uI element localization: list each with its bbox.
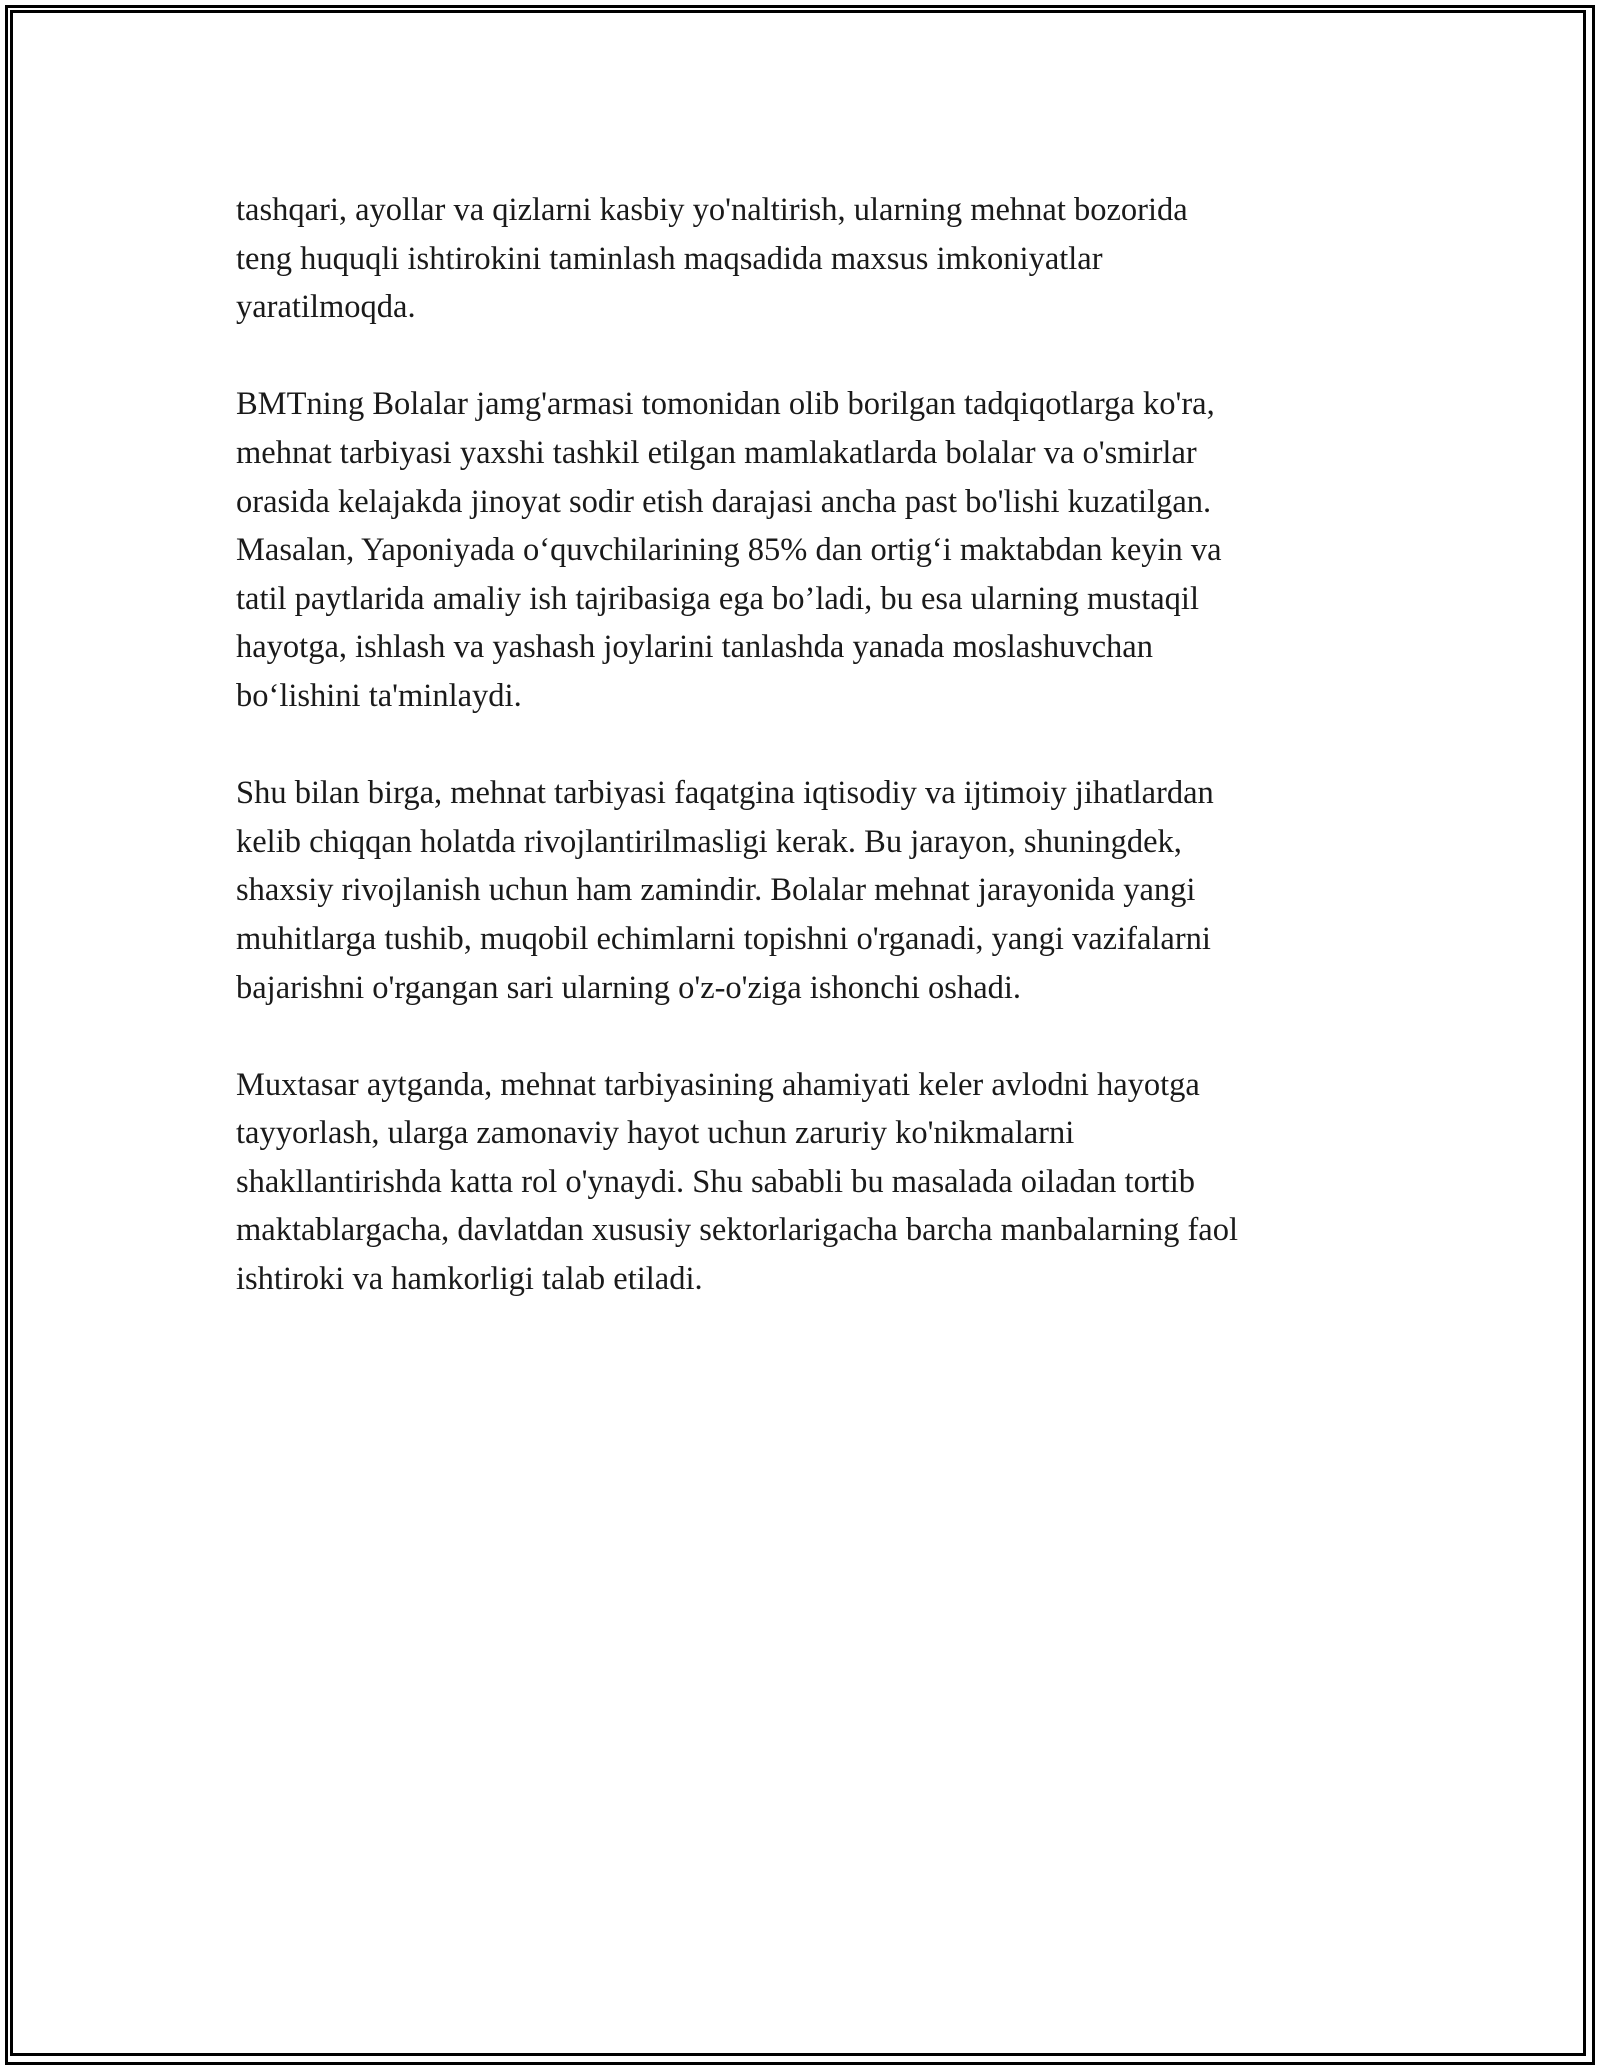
text-line: kelib chiqqan holatda rivojlantirilmasligi kerak. Bu jarayon, shuningdek, (236, 823, 1182, 860)
text-line: shaxsiy rivojlanish uchun ham zamindir. Bolalar mehnat jarayonida yangi (236, 872, 1196, 909)
document-body (236, 186, 1386, 1352)
paragraph-2 (236, 380, 1386, 720)
text-line: maktablargacha, davlatdan xususiy sektorlarigacha barcha manbalarning faol (236, 1212, 1238, 1249)
text-line: tashqari, ayollar va qizlarni kasbiy yo'naltirish, ularning mehnat bozorida (236, 192, 1188, 228)
text-line: BMTning Bolalar jamg'armasi tomonidan olib borilgan tadqiqotlarga ko'ra, (236, 386, 1215, 423)
text-line: yaratilmoqda. (236, 289, 416, 326)
text-line: shakllantirishda katta rol o'ynaydi. Shu sababli bu masalada oiladan tortib (236, 1163, 1195, 1200)
paragraph-3 (236, 769, 1386, 1012)
text-line: muhitlarga tushib, muqobil echimlarni topishni o'rganadi, yangi vazifalarni (236, 920, 1211, 957)
text-line: Masalan, Yaponiyada o‘quvchilarining 85% dan ortig‘i maktabdan keyin va (236, 532, 1222, 569)
text-line: tayyorlash, ularga zamonaviy hayot uchun zaruriy ko'nikmalarni (236, 1115, 1075, 1152)
text-line: ishtiroki va hamkorligi talab etiladi. (236, 1261, 703, 1298)
text-line: mehnat tarbiyasi yaxshi tashkil etilgan mamlakatlarda bolalar va o'smirlar (236, 434, 1197, 471)
text-line: bajarishni o'rgangan sari ularning o'z-o'ziga ishonchi oshadi. (236, 969, 1022, 1006)
text-line: Shu bilan birga, mehnat tarbiyasi faqatgina iqtisodiy va ijtimoiy jihatlardan (236, 775, 1214, 812)
text-line: teng huquqli ishtirokini taminlash maqsadida maxsus imkoniyatlar (236, 240, 1103, 277)
paragraph-1 (236, 186, 1386, 332)
text-line: hayotga, ishlash va yashash joylarini tanlashda yanada moslashuvchan (236, 629, 1153, 666)
text-line: Muxtasar aytganda, mehnat tarbiyasining ahamiyati keler avlodni hayotga (236, 1066, 1200, 1103)
text-line: tatil paytlarida amaliy ish tajribasiga ega bo’ladi, bu esa ularning mustaqil (236, 580, 1199, 617)
paragraph-4 (236, 1061, 1386, 1304)
text-line: bo‘lishini ta'minlaydi. (236, 677, 522, 714)
text-line: orasida kelajakda jinoyat sodir etish darajasi ancha past bo'lishi kuzatilgan. (236, 483, 1212, 520)
